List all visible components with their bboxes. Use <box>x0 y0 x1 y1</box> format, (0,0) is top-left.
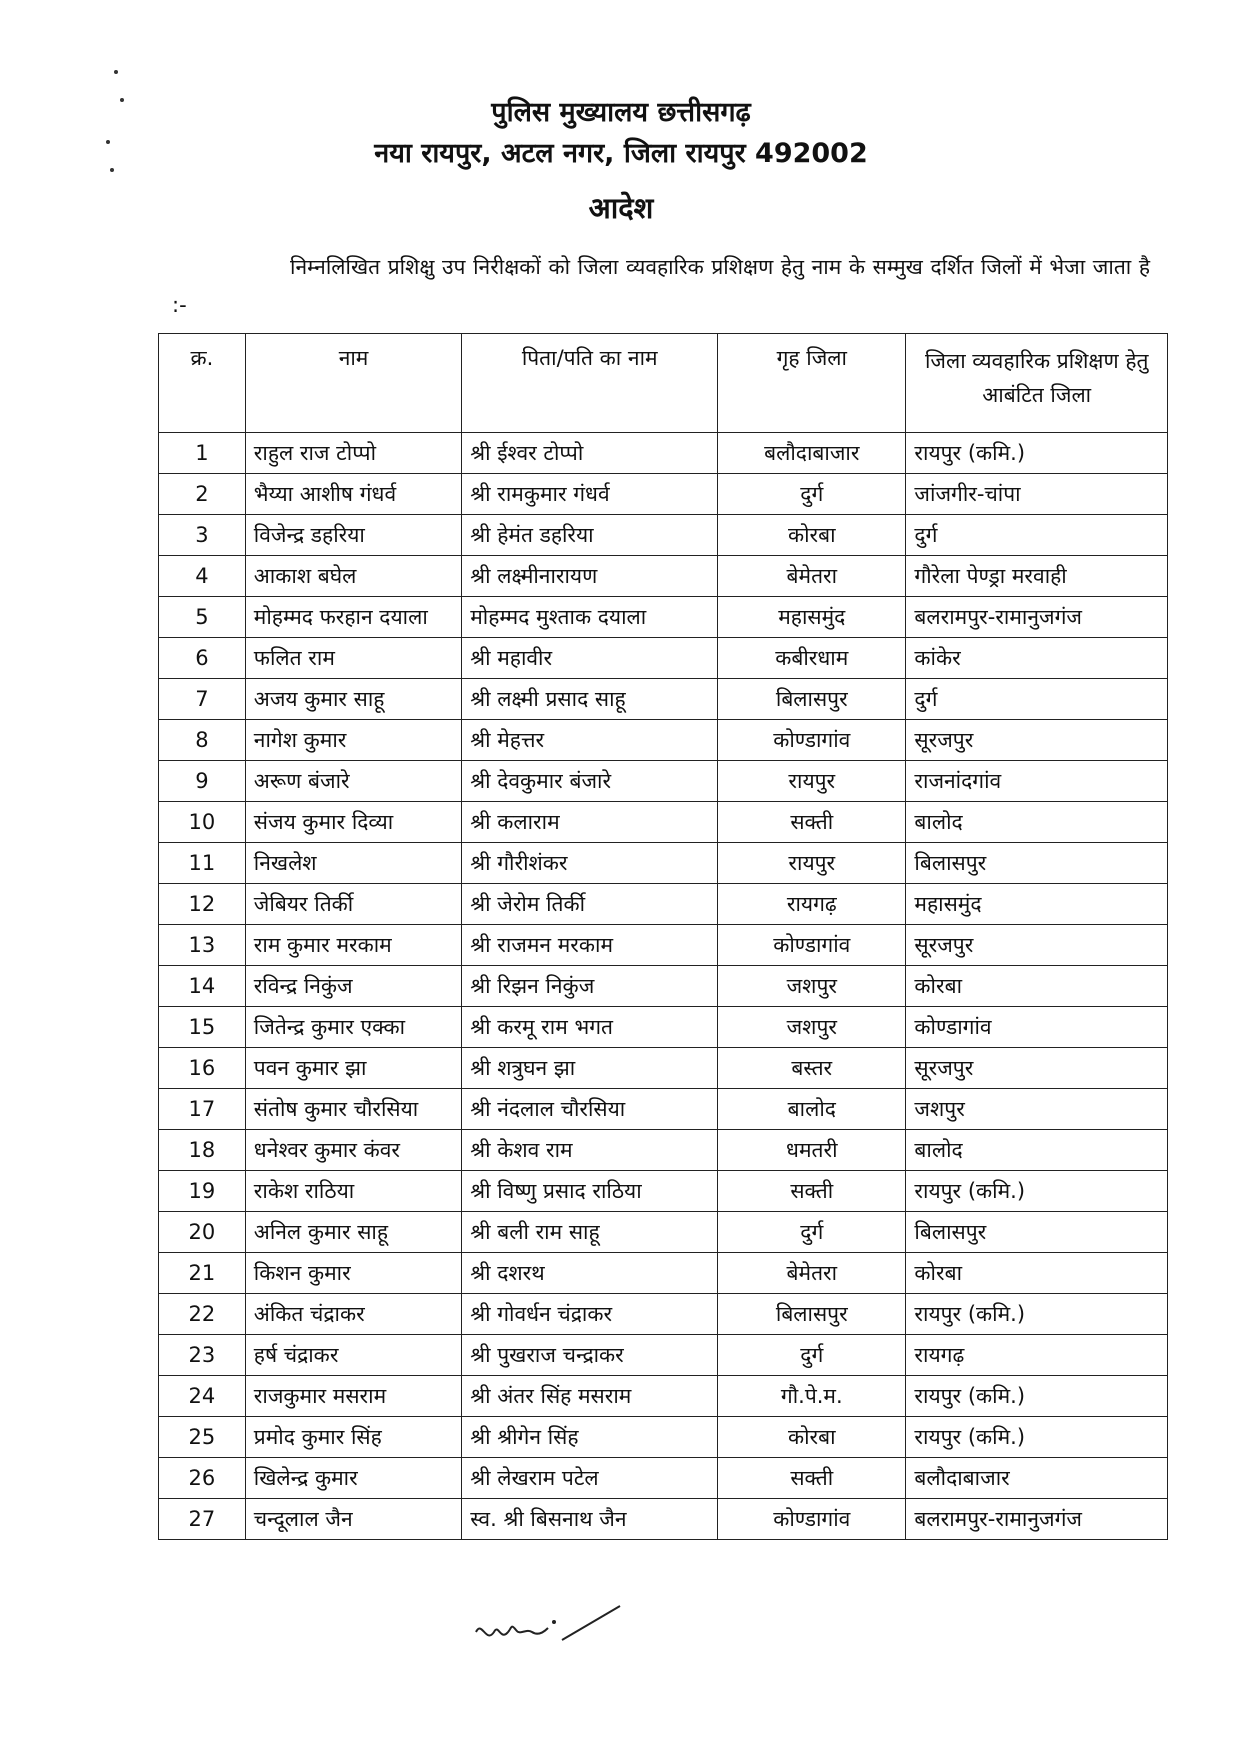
name-cell: प्रमोद कुमार सिंह <box>245 1417 461 1458</box>
father-name-cell: श्री श्रीगेन सिंह <box>462 1417 718 1458</box>
allotted-district-cell: बलरामपुर-रामानुजगंज <box>906 597 1168 638</box>
table-row <box>159 843 1168 884</box>
father-name-cell: श्री विष्णु प्रसाद राठिया <box>462 1171 718 1212</box>
home-district-cell: कबीरधाम <box>718 638 906 679</box>
allotted-district-cell: कोरबा <box>906 966 1168 1007</box>
organization-address: नया रायपुर, अटल नगर, जिला रायपुर 492002 <box>374 138 868 169</box>
table-row <box>159 1458 1168 1499</box>
serial-cell: 10 <box>159 802 246 843</box>
table-header-row <box>159 334 1168 433</box>
allotted-district-cell: रायपुर (कमि.) <box>906 1417 1168 1458</box>
allotted-district-cell: बिलासपुर <box>906 1212 1168 1253</box>
allotted-district-cell: बिलासपुर <box>906 843 1168 884</box>
father-name-cell: श्री राजमन मरकाम <box>462 925 718 966</box>
col-header-father-name: पिता/पति का नाम <box>462 334 718 433</box>
home-district-cell: कोरबा <box>718 515 906 556</box>
father-name-cell: श्री मेहत्तर <box>462 720 718 761</box>
allotted-district-cell: बालोद <box>906 1130 1168 1171</box>
father-name-cell: श्री लक्ष्मीनारायण <box>462 556 718 597</box>
father-name-cell: श्री हेमंत डहरिया <box>462 515 718 556</box>
allotted-district-cell: जांजगीर-चांपा <box>906 474 1168 515</box>
table-row <box>159 679 1168 720</box>
table-row <box>159 556 1168 597</box>
home-district-cell: बेमेतरा <box>718 556 906 597</box>
name-cell: राजकुमार मसराम <box>245 1376 461 1417</box>
father-name-cell: श्री गौरीशंकर <box>462 843 718 884</box>
serial-cell: 9 <box>159 761 246 802</box>
father-name-cell: श्री गोवर्धन चंद्राकर <box>462 1294 718 1335</box>
order-title: आदेश <box>588 191 654 225</box>
table-row <box>159 925 1168 966</box>
father-name-cell: श्री दशरथ <box>462 1253 718 1294</box>
father-name-cell: श्री शत्रुघन झा <box>462 1048 718 1089</box>
father-name-cell: श्री बली राम साहू <box>462 1212 718 1253</box>
name-cell: संजय कुमार दिव्या <box>245 802 461 843</box>
serial-cell: 20 <box>159 1212 246 1253</box>
table-row <box>159 1253 1168 1294</box>
allotted-district-cell: कोण्डागांव <box>906 1007 1168 1048</box>
home-district-cell: रायगढ़ <box>718 884 906 925</box>
table-row <box>159 1007 1168 1048</box>
serial-cell: 14 <box>159 966 246 1007</box>
name-cell: जितेन्द्र कुमार एक्का <box>245 1007 461 1048</box>
home-district-cell: धमतरी <box>718 1130 906 1171</box>
table-row <box>159 802 1168 843</box>
name-cell: हर्ष चंद्राकर <box>245 1335 461 1376</box>
table-row <box>159 1294 1168 1335</box>
allotted-district-cell: बलरामपुर-रामानुजगंज <box>906 1499 1168 1540</box>
serial-cell: 19 <box>159 1171 246 1212</box>
table-row <box>159 474 1168 515</box>
home-district-cell: रायपुर <box>718 761 906 802</box>
home-district-cell: जशपुर <box>718 1007 906 1048</box>
father-name-cell: श्री रामकुमार गंधर्व <box>462 474 718 515</box>
home-district-cell: कोण्डागांव <box>718 720 906 761</box>
serial-cell: 2 <box>159 474 246 515</box>
table-row <box>159 1335 1168 1376</box>
home-district-cell: जशपुर <box>718 966 906 1007</box>
allotted-district-cell: गौरेला पेण्ड्रा मरवाही <box>906 556 1168 597</box>
allotted-district-cell: बलौदाबाजार <box>906 1458 1168 1499</box>
table-row <box>159 1171 1168 1212</box>
serial-cell: 25 <box>159 1417 246 1458</box>
father-name-cell: श्री महावीर <box>462 638 718 679</box>
scan-speck <box>114 70 118 74</box>
serial-cell: 13 <box>159 925 246 966</box>
name-cell: नागेश कुमार <box>245 720 461 761</box>
allotted-district-cell: रायपुर (कमि.) <box>906 1294 1168 1335</box>
name-cell: अंकित चंद्राकर <box>245 1294 461 1335</box>
table-row <box>159 1499 1168 1540</box>
home-district-cell: बस्तर <box>718 1048 906 1089</box>
table-row <box>159 720 1168 761</box>
name-cell: किशन कुमार <box>245 1253 461 1294</box>
table-row <box>159 597 1168 638</box>
allotted-district-cell: सूरजपुर <box>906 1048 1168 1089</box>
name-cell: खिलेन्द्र कुमार <box>245 1458 461 1499</box>
father-name-cell: श्री लेखराम पटेल <box>462 1458 718 1499</box>
table-row <box>159 1130 1168 1171</box>
name-cell: मोहम्मद फरहान दयाला <box>245 597 461 638</box>
col-header-serial: क्र. <box>159 334 246 433</box>
home-district-cell: बिलासपुर <box>718 1294 906 1335</box>
father-name-cell: श्री लक्ष्मी प्रसाद साहू <box>462 679 718 720</box>
allotted-district-cell: दुर्ग <box>906 515 1168 556</box>
name-cell: पवन कुमार झा <box>245 1048 461 1089</box>
serial-cell: 6 <box>159 638 246 679</box>
serial-cell: 21 <box>159 1253 246 1294</box>
col-header-allotted-district: जिला व्यवहारिक प्रशिक्षण हेतु आबंटित जिला <box>906 334 1168 433</box>
father-name-cell: श्री कलाराम <box>462 802 718 843</box>
father-name-cell: श्री रिझन निकुंज <box>462 966 718 1007</box>
name-cell: अजय कुमार साहू <box>245 679 461 720</box>
organization-name: पुलिस मुख्यालय छत्तीसगढ़ <box>491 97 751 128</box>
home-district-cell: कोण्डागांव <box>718 1499 906 1540</box>
father-name-cell: स्व. श्री बिसनाथ जैन <box>462 1499 718 1540</box>
table-row <box>159 515 1168 556</box>
father-name-cell: श्री देवकुमार बंजारे <box>462 761 718 802</box>
father-name-cell: श्री ईश्वर टोप्पो <box>462 433 718 474</box>
table-row <box>159 1212 1168 1253</box>
table-row <box>159 1417 1168 1458</box>
home-district-cell: सक्ती <box>718 802 906 843</box>
father-name-cell: श्री नंदलाल चौरसिया <box>462 1089 718 1130</box>
allotted-district-cell: महासमुंद <box>906 884 1168 925</box>
father-name-cell: श्री केशव राम <box>462 1130 718 1171</box>
name-cell: चन्दूलाल जैन <box>245 1499 461 1540</box>
allotted-district-cell: कोरबा <box>906 1253 1168 1294</box>
table-row <box>159 884 1168 925</box>
father-name-cell: मोहम्मद मुश्ताक दयाला <box>462 597 718 638</box>
serial-cell: 1 <box>159 433 246 474</box>
name-cell: अरूण बंजारे <box>245 761 461 802</box>
father-name-cell: श्री अंतर सिंह मसराम <box>462 1376 718 1417</box>
father-name-cell: श्री करमू राम भगत <box>462 1007 718 1048</box>
allotted-district-cell: रायपुर (कमि.) <box>906 1376 1168 1417</box>
name-cell: संतोष कुमार चौरसिया <box>245 1089 461 1130</box>
allotted-district-cell: सूरजपुर <box>906 720 1168 761</box>
serial-cell: 12 <box>159 884 246 925</box>
father-name-cell: श्री जेरोम तिर्की <box>462 884 718 925</box>
col-header-home-district: गृह जिला <box>718 334 906 433</box>
name-cell: राकेश राठिया <box>245 1171 461 1212</box>
table-row <box>159 966 1168 1007</box>
allotted-district-cell: रायपुर (कमि.) <box>906 433 1168 474</box>
home-district-cell: कोण्डागांव <box>718 925 906 966</box>
home-district-cell: बिलासपुर <box>718 679 906 720</box>
serial-cell: 26 <box>159 1458 246 1499</box>
table-row <box>159 638 1168 679</box>
allotted-district-cell: राजनांदगांव <box>906 761 1168 802</box>
serial-cell: 18 <box>159 1130 246 1171</box>
serial-cell: 17 <box>159 1089 246 1130</box>
col-header-name: नाम <box>245 334 461 433</box>
serial-cell: 24 <box>159 1376 246 1417</box>
serial-cell: 7 <box>159 679 246 720</box>
home-district-cell: दुर्ग <box>718 1335 906 1376</box>
father-name-cell: श्री पुखराज चन्द्राकर <box>462 1335 718 1376</box>
home-district-cell: सक्ती <box>718 1171 906 1212</box>
serial-cell: 16 <box>159 1048 246 1089</box>
home-district-cell: बेमेतरा <box>718 1253 906 1294</box>
name-cell: निखलेश <box>245 843 461 884</box>
serial-cell: 15 <box>159 1007 246 1048</box>
name-cell: राहुल राज टोप्पो <box>245 433 461 474</box>
allotted-district-cell: कांकेर <box>906 638 1168 679</box>
table-row <box>159 1089 1168 1130</box>
serial-cell: 11 <box>159 843 246 884</box>
allotted-district-cell: रायगढ़ <box>906 1335 1168 1376</box>
name-cell: भैय्या आशीष गंधर्व <box>245 474 461 515</box>
table-row <box>159 433 1168 474</box>
name-cell: फलित राम <box>245 638 461 679</box>
name-cell: अनिल कुमार साहू <box>245 1212 461 1253</box>
allotted-district-cell: जशपुर <box>906 1089 1168 1130</box>
serial-cell: 8 <box>159 720 246 761</box>
allotted-district-cell: सूरजपुर <box>906 925 1168 966</box>
home-district-cell: बलौदाबाजार <box>718 433 906 474</box>
table-row <box>159 1048 1168 1089</box>
name-cell: जेबियर तिर्की <box>245 884 461 925</box>
name-cell: धनेश्वर कुमार कंवर <box>245 1130 461 1171</box>
allotted-district-cell: बालोद <box>906 802 1168 843</box>
allotted-district-cell: दुर्ग <box>906 679 1168 720</box>
table-row <box>159 761 1168 802</box>
home-district-cell: बालोद <box>718 1089 906 1130</box>
home-district-cell: सक्ती <box>718 1458 906 1499</box>
home-district-cell: दुर्ग <box>718 1212 906 1253</box>
table-row <box>159 1376 1168 1417</box>
signature-mark <box>470 1592 630 1662</box>
posting-table <box>158 333 1168 1540</box>
home-district-cell: कोरबा <box>718 1417 906 1458</box>
serial-cell: 5 <box>159 597 246 638</box>
home-district-cell: दुर्ग <box>718 474 906 515</box>
serial-cell: 23 <box>159 1335 246 1376</box>
name-cell: रविन्द्र निकुंज <box>245 966 461 1007</box>
home-district-cell: महासमुंद <box>718 597 906 638</box>
home-district-cell: गौ.पे.म. <box>718 1376 906 1417</box>
order-intro-text: निम्नलिखित प्रशिक्षु उप निरीक्षकों को जिला व्यवहारिक प्रशिक्षण हेतु नाम के सम्मुख दर्शित जिलों में भेजा जाता है :- <box>172 255 1150 317</box>
allotted-district-cell: रायपुर (कमि.) <box>906 1171 1168 1212</box>
serial-cell: 4 <box>159 556 246 597</box>
name-cell: राम कुमार मरकाम <box>245 925 461 966</box>
name-cell: आकाश बघेल <box>245 556 461 597</box>
name-cell: विजेन्द्र डहरिया <box>245 515 461 556</box>
home-district-cell: रायपुर <box>718 843 906 884</box>
serial-cell: 3 <box>159 515 246 556</box>
serial-cell: 27 <box>159 1499 246 1540</box>
serial-cell: 22 <box>159 1294 246 1335</box>
